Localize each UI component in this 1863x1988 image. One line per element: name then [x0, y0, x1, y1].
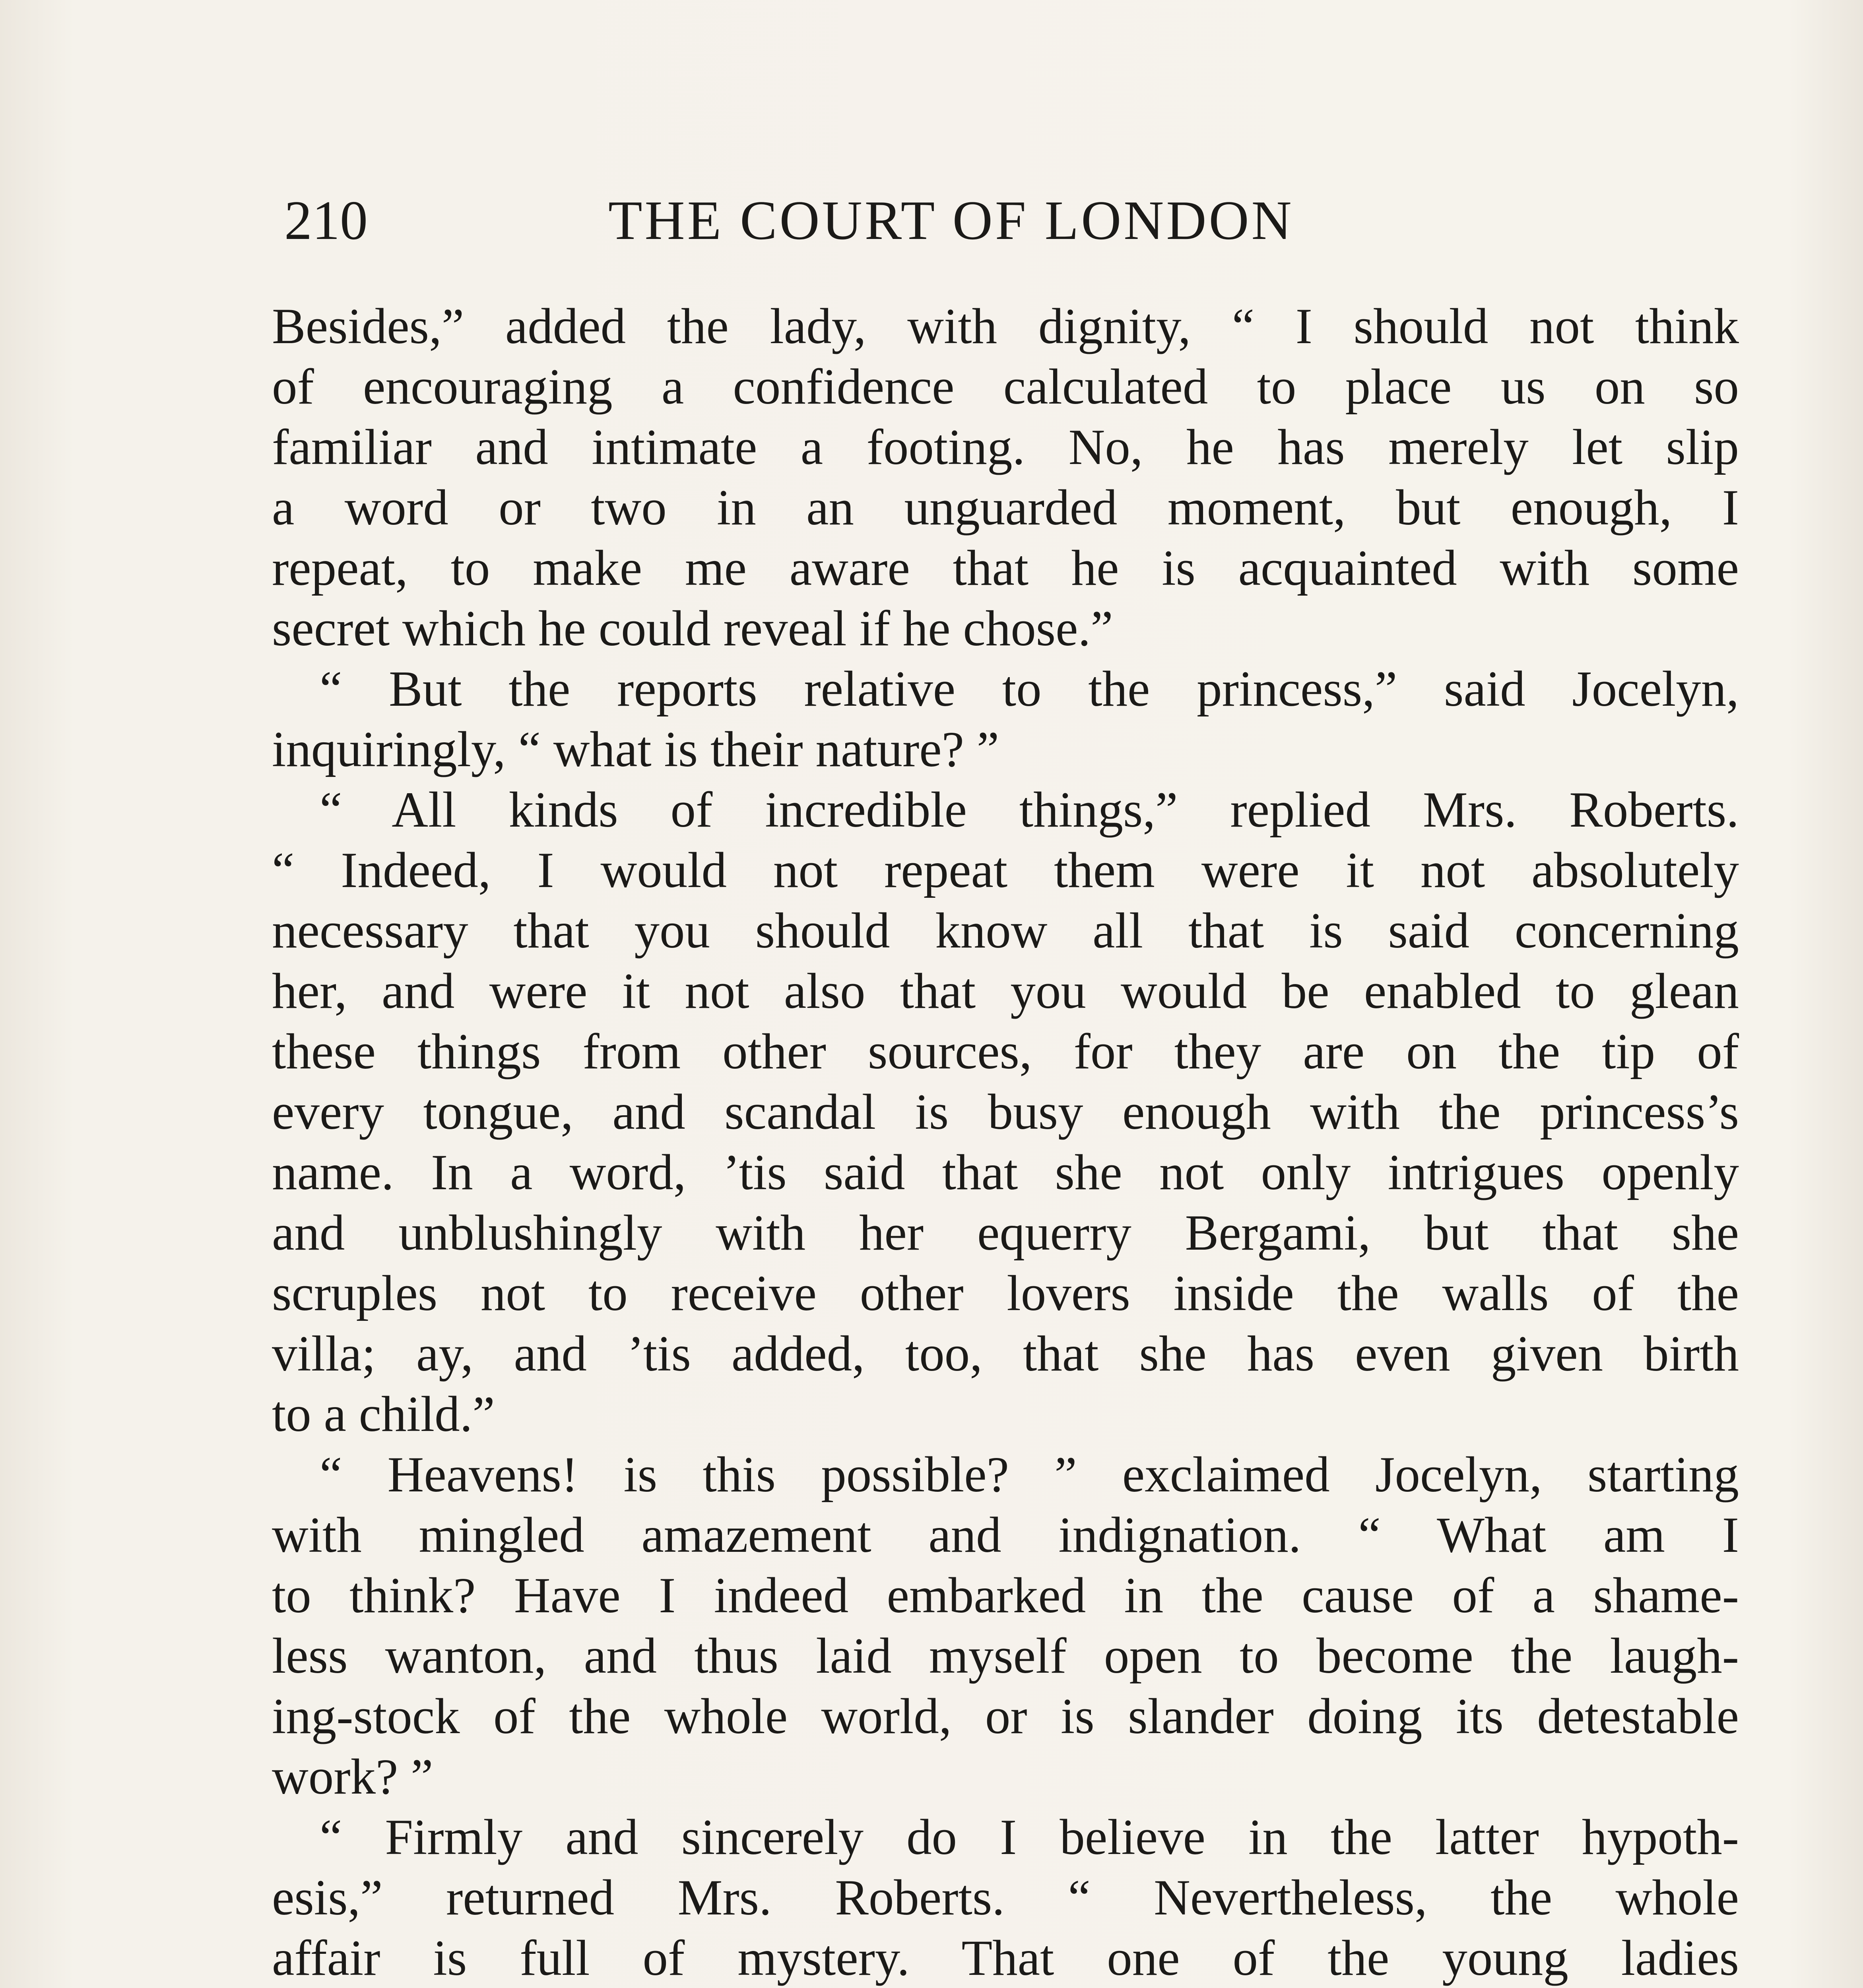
body-text — [272, 296, 1739, 1988]
text-line: esis,” returned Mrs. Roberts. “ Nevertheless, the whole — [272, 1870, 1739, 1926]
book-title: THE COURT OF LONDON — [608, 190, 1294, 251]
text-line: “ Firmly and sincerely do I believe in the latter hypoth- — [320, 1809, 1739, 1865]
text-line: her, and were it not also that you would be enabled to glean — [272, 963, 1739, 1019]
text-line: “ Indeed, I would not repeat them were it not absolutely — [272, 843, 1739, 898]
text-line: work? ” — [272, 1749, 433, 1805]
text-line: a word or two in an unguarded moment, but enough, I — [272, 480, 1739, 536]
text-line: less wanton, and thus laid myself open to become the laugh- — [272, 1628, 1739, 1684]
text-line: of encouraging a confidence calculated to place us on so — [272, 359, 1739, 415]
text-line: and unblushingly with her equerry Bergami, but that she — [272, 1205, 1739, 1261]
text-line: every tongue, and scandal is busy enough with the princess’s — [272, 1084, 1739, 1140]
running-head — [284, 187, 1393, 254]
text-line: familiar and intimate a footing. No, he has merely let slip — [272, 419, 1739, 475]
text-line: these things from other sources, for they are on the tip of — [272, 1024, 1739, 1079]
text-line: affair is full of mystery. That one of the young ladies — [272, 1930, 1739, 1986]
text-line: “ Heavens! is this possible? ” exclaimed Jocelyn, starting — [320, 1447, 1739, 1503]
text-line: inquiringly, “ what is their nature? ” — [272, 722, 999, 777]
text-line: “ All kinds of incredible things,” replied Mrs. Roberts. — [320, 782, 1739, 838]
text-line: to think? Have I indeed embarked in the cause of a shame- — [272, 1568, 1739, 1623]
text-line: ing-stock of the whole world, or is slander doing its detestable — [272, 1689, 1739, 1744]
text-line: name. In a word, ’tis said that she not only intrigues openly — [272, 1145, 1739, 1200]
text-line: secret which he could reveal if he chose.” — [272, 601, 1113, 656]
text-line: Besides,” added the lady, with dignity, “ I should not think — [272, 299, 1739, 354]
text-line: villa; ay, and ’tis added, too, that she has even given birth — [272, 1326, 1739, 1382]
text-line: “ But the reports relative to the princess,” said Jocelyn, — [320, 661, 1739, 717]
text-line: repeat, to make me aware that he is acquainted with some — [272, 540, 1739, 596]
text-line: to a child.” — [272, 1386, 495, 1442]
text-line: necessary that you should know all that is said concerning — [272, 903, 1739, 959]
page-number: 210 — [284, 190, 368, 251]
text-line: scruples not to receive other lovers inside the walls of the — [272, 1266, 1739, 1321]
text-line: with mingled amazement and indignation. “ What am I — [272, 1507, 1739, 1563]
